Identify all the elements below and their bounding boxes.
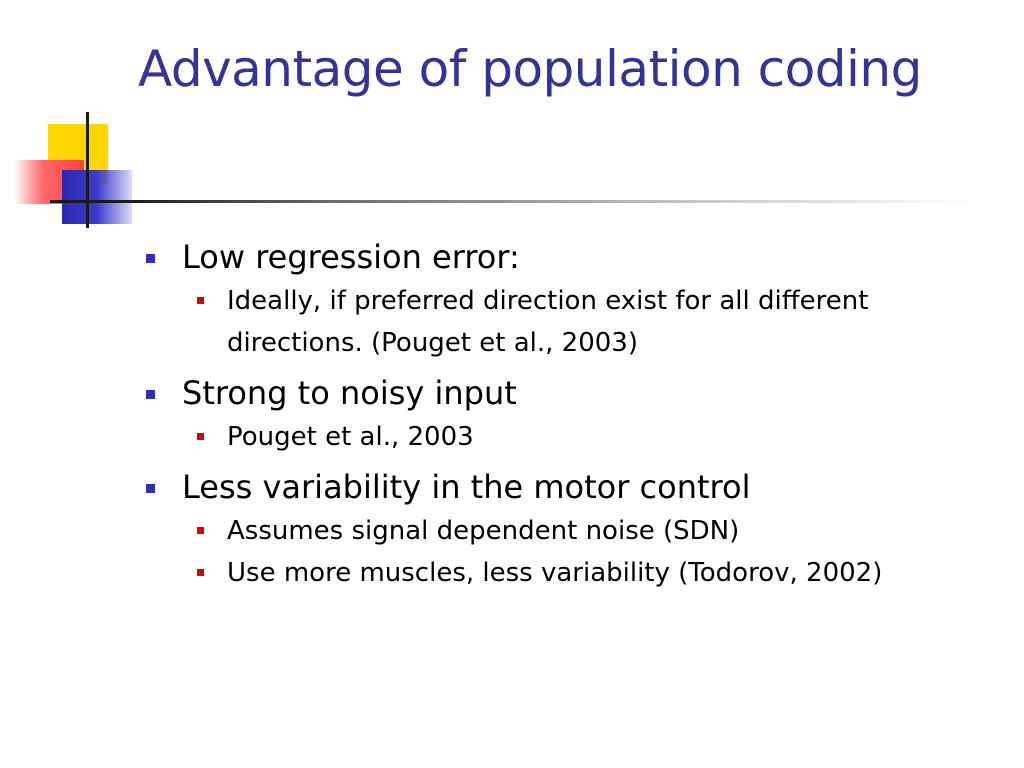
logo-vertical-line [86,112,89,228]
sub-bullet-text: Ideally, if preferred direction exist for all different directions. (Pouget et al., 2003) [227,286,869,358]
bullet-item [146,372,1006,458]
sub-bullet-list [182,280,1006,364]
sub-bullet-item [182,280,1006,364]
bullet-square-icon [146,390,155,399]
title-underline [50,200,980,203]
bullet-text: Low regression error: [182,238,520,276]
sub-bullet-text: Pouget et al., 2003 [227,422,474,452]
bullet-square-icon [146,254,155,263]
bullet-square-icon [146,484,155,493]
sub-bullet-square-icon [197,569,204,576]
sub-bullet-text: Assumes signal dependent noise (SDN) [227,516,740,546]
bullet-text: Less variability in the motor control [182,468,751,506]
sub-bullet-text: Use more muscles, less variability (Todorov, 2002) [227,558,883,588]
sub-bullet-item [182,552,1006,594]
slide-title: Advantage of population coding [138,40,922,98]
sub-bullet-list [182,510,1006,594]
bullet-text: Strong to noisy input [182,374,517,412]
sub-bullet-item [182,416,1006,458]
logo-blue-square [62,170,132,224]
sub-bullet-square-icon [197,527,204,534]
bullet-item [146,236,1006,364]
bullet-item [146,466,1006,594]
sub-bullet-square-icon [197,297,204,304]
bullet-list [146,236,1006,602]
sub-bullet-item [182,510,1006,552]
sub-bullet-list [182,416,1006,458]
sub-bullet-square-icon [197,433,204,440]
